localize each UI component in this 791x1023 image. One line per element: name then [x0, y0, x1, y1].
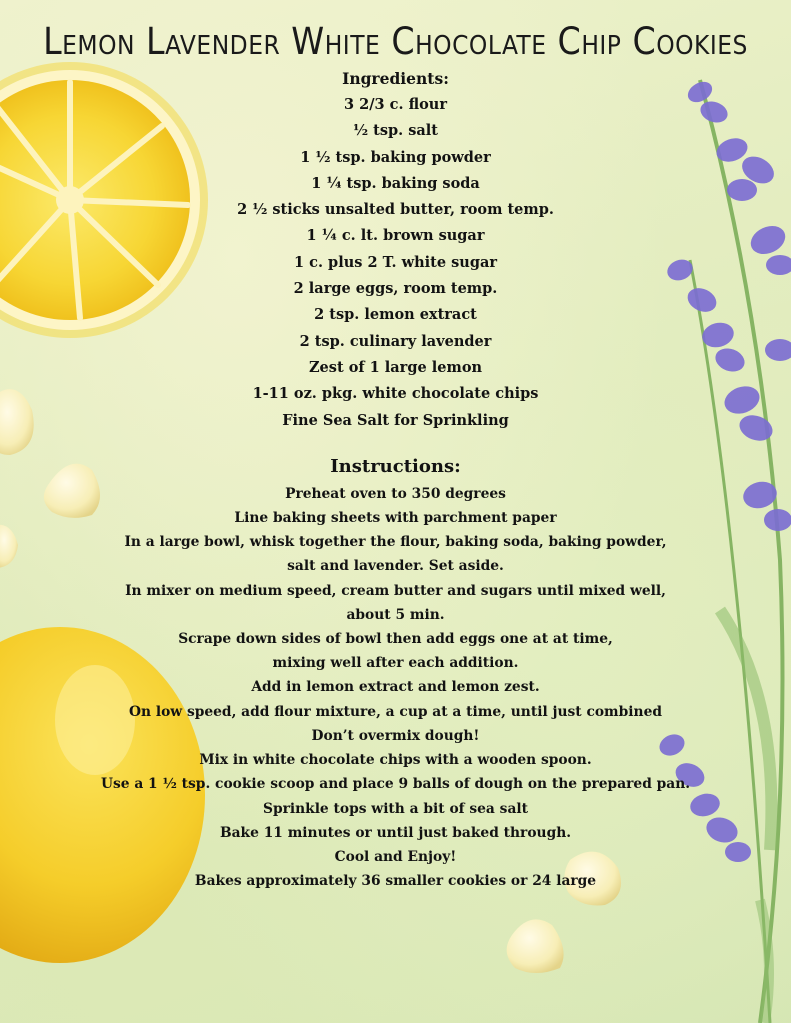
instruction-line: In mixer on medium speed, cream butter and sugars until mixed well, [125, 582, 666, 599]
instruction-line: On low speed, add flour mixture, a cup at a time, until just combined [128, 703, 662, 720]
ingredient-item: ½ tsp. salt [352, 122, 439, 140]
instruction-line: about 5 min. [346, 606, 445, 623]
instructions-list [0, 482, 791, 893]
ingredient-item: 3 2/3 c. flour [344, 96, 447, 113]
instruction-line: Add in lemon extract and lemon zest. [251, 679, 540, 696]
ingredients-heading: Ingredients: [342, 69, 449, 88]
ingredients-list [0, 92, 791, 434]
instruction-line: In a large bowl, whisk together the flour, baking soda, baking powder, [124, 534, 667, 551]
instruction-line: Use a 1 ½ tsp. cookie scoop and place 9 balls of dough on the prepared pan. [100, 776, 691, 793]
instruction-line: Don’t overmix dough! [311, 727, 480, 744]
ingredient-item: Fine Sea Salt for Sprinkling [282, 411, 509, 429]
instruction-line: Preheat oven to 350 degrees [285, 485, 506, 502]
instruction-line: Bake 11 minutes or until just baked through. [219, 824, 572, 841]
ingredient-item: 1 ½ tsp. baking powder [300, 148, 491, 166]
recipe-content [0, 66, 791, 893]
ingredient-item: 1-11 oz. pkg. white chocolate chips [252, 385, 539, 403]
instructions-heading: Instructions: [330, 455, 461, 477]
instruction-line: Cool and Enjoy! [334, 848, 457, 865]
instruction-line: Sprinkle tops with a bit of sea salt [262, 800, 528, 817]
instruction-line: Scrape down sides of bowl then add eggs one at at time, [178, 631, 613, 648]
instruction-line: salt and lavender. Set aside. [287, 558, 504, 575]
ingredient-item: 2 tsp. culinary lavender [299, 332, 492, 350]
ingredient-item: 2 large eggs, room temp. [293, 280, 498, 298]
instruction-line: Mix in white chocolate chips with a wooden spoon. [199, 752, 592, 769]
instruction-line: mixing well after each addition. [272, 655, 519, 672]
ingredient-item: 2 ½ sticks unsalted butter, room temp. [237, 201, 554, 219]
ingredient-item: 1 c. plus 2 T. white sugar [294, 253, 497, 271]
ingredient-item: Zest of 1 large lemon [308, 358, 483, 376]
ingredient-item: 1 ¼ c. lt. brown sugar [306, 227, 485, 245]
page-title: Lemon Lavender White Chocolate Chip Cookies [43, 20, 748, 63]
instruction-line: Line baking sheets with parchment paper [234, 510, 557, 527]
ingredient-item: 2 tsp. lemon extract [314, 306, 477, 324]
ingredient-item: 1 ¼ tsp. baking soda [311, 174, 480, 192]
instruction-line: Bakes approximately 36 smaller cookies or 24 large [194, 873, 597, 890]
